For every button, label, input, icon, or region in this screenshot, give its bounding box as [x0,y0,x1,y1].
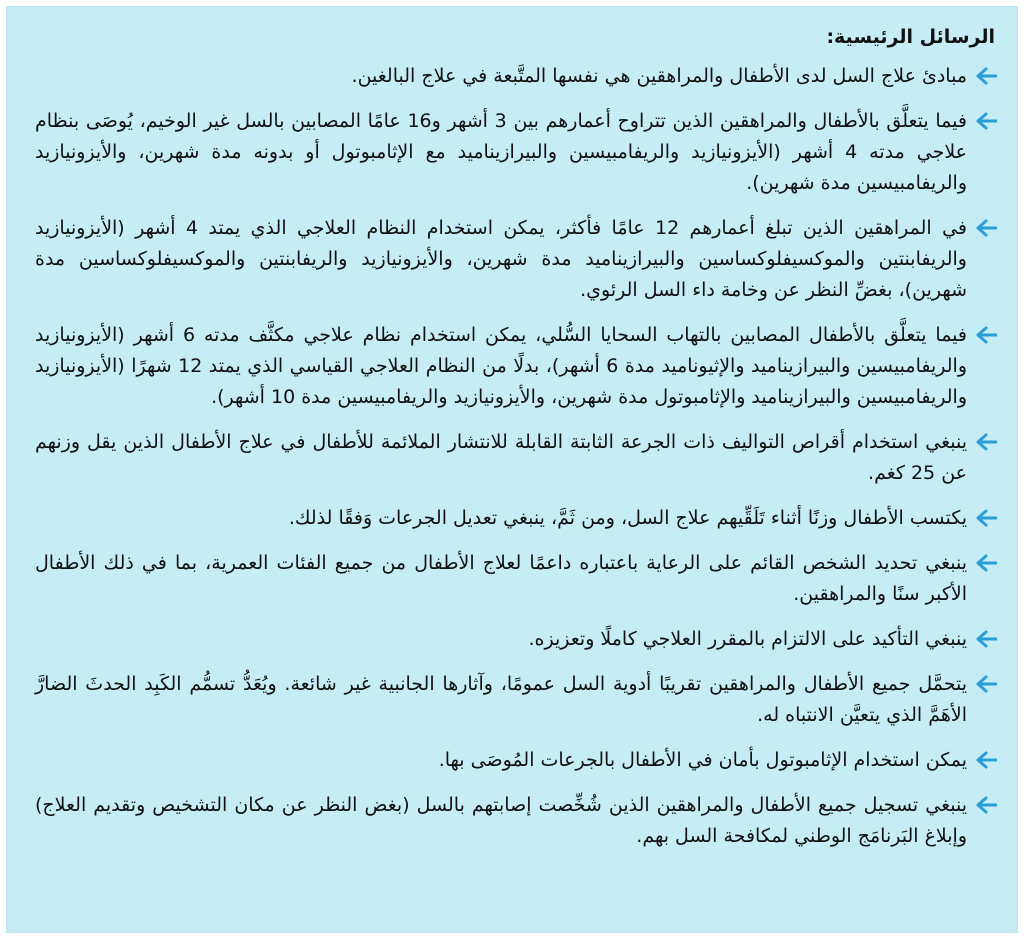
left-arrow-icon [975,67,997,85]
key-message-text: ينبغي التأكيد على الالتزام بالمقرر العلاجي كاملًا وتعزيزه. [528,628,967,650]
key-message-item [35,320,997,413]
left-arrow-icon [975,112,997,130]
key-message-text: ينبغي تحديد الشخص القائم على الرعاية باعتباره داعمًا لعلاج الأطفال من جميع الفئات العمرية، بما في ذلك الأطفال الأكبر سنًا والمراهقين. [35,552,967,605]
key-message-text: يكتسب الأطفال وزنًا أثناء تَلَقِّيهم علاج السل، ومن ثَمَّ، ينبغي تعديل الجرعات وَفقًا لذلك. [288,507,967,529]
left-arrow-icon [975,751,997,769]
key-message-text: يمكن استخدام الإثامبوتول بأمان في الأطفال بالجرعات المُوصَى بها. [438,749,967,771]
left-arrow-icon [975,433,997,451]
key-message-item [35,790,997,852]
left-arrow-icon [975,796,997,814]
left-arrow-icon [975,509,997,527]
left-arrow-icon [975,326,997,344]
key-message-text: ينبغي تسجيل جميع الأطفال والمراهقين الذين شُخِّصت إصابتهم بالسل (بغض النظر عن مكان التشخيص وتقديم العلاج) وإبلاغ البَرنامَج الوطني لمكافحة السل بهم. [35,794,967,847]
key-message-text: ينبغي استخدام أقراص التواليف ذات الجرعة الثابتة القابلة للانتشار الملائمة للأطفال في علاج الأطفال الذين يقل وزنهم عن 25 كغم. [35,431,967,484]
key-message-item [35,427,997,489]
left-arrow-icon [975,675,997,693]
key-message-item [35,106,997,199]
key-message-item [35,61,997,92]
key-message-text: مبادئ علاج السل لدى الأطفال والمراهقين هي نفسها المتَّبعة في علاج البالغين. [351,65,967,87]
left-arrow-icon [975,554,997,572]
key-message-item [35,745,997,776]
key-messages-list [35,61,997,852]
key-message-item [35,624,997,655]
key-message-text: فيما يتعلَّق بالأطفال والمراهقين الذين تتراوح أعمارهم بين 3 أشهر و16 عامًا المصابين بالسل غير الوخيم، يُوصَى بنظام علاجي مدته 4 أشهر (الأيزونيازيد والريفامبيسين والبيرازيناميد مع الإثامبوتول أو بدونه مدة شهرين، والأيزونيازيد والريفامبيسين مدة شهرين). [35,110,967,194]
left-arrow-icon [975,630,997,648]
left-arrow-icon [975,219,997,237]
key-messages-panel [6,6,1018,933]
key-message-item [35,213,997,306]
key-message-item [35,548,997,610]
key-message-text: فيما يتعلَّق بالأطفال المصابين بالتهاب السحايا السُّلي، يمكن استخدام نظام علاجي مكثَّف مدته 6 أشهر (الأيزونيازيد والريفامبيسين والبيرازيناميد والإثيوناميد مدة 6 أشهر)، بدلًا من النظام العلاجي القياسي الذي يمتد 12 شهرًا (الأيزونيازيد والريفامبيسين والبيرازيناميد والإثامبوتول مدة شهرين، والأيزونيازيد والريفامبيسين مدة 10 أشهر). [35,324,967,408]
key-message-text: في المراهقين الذين تبلغ أعمارهم 12 عامًا فأكثر، يمكن استخدام النظام العلاجي الذي يمتد 4 أشهر (الأيزونيازيد والريفابنتين والموكسيفلوكساسين والبيرازيناميد مدة شهرين، والأيزونيازيد والريفابنتين والموكسيفلوكساسين مدة شهرين)، بغضِّ النظر عن وخامة داء السل الرئوي. [35,217,967,301]
panel-heading: الرسائل الرئيسية: [826,26,995,48]
key-message-item [35,503,997,534]
key-message-text: يتحمَّل جميع الأطفال والمراهقين تقريبًا أدوية السل عمومًا، وآثارها الجانبية غير شائعة. ويُعَدُّ تسمُّم الكَبِد الحدثَ الضارَّ الأهَمَّ الذي يتعيَّن الانتباه له. [35,673,967,726]
key-message-item [35,669,997,731]
